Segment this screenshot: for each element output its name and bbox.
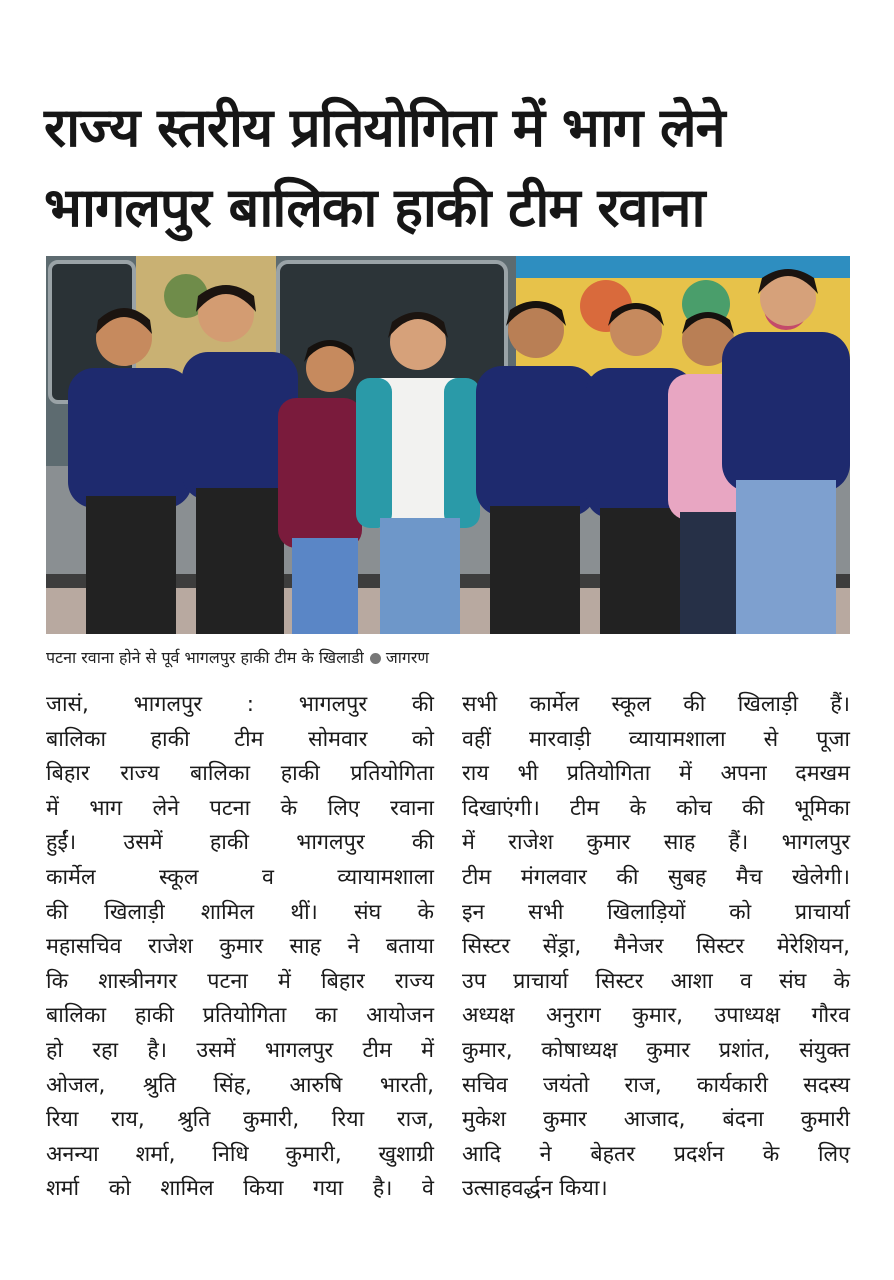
headline-line-2: भागलपुर बालिका हाकी टीम रवाना [44,176,705,239]
article-line: इन सभी खिलाड़ियों को प्राचार्या [462,899,850,925]
article-line: अनन्या शर्मा, निधि कुमारी, खुशाग्री [46,1141,434,1167]
headline-line-1: राज्य स्तरीय प्रतियोगिता में भाग लेने [44,96,725,159]
article-line: दिखाएंगी। टीम के कोच की भूमिका [462,795,850,821]
article-line: रिया राय, श्रुति कुमारी, रिया राज, [46,1107,434,1133]
article-line: की खिलाड़ी शामिल थीं। संघ के [46,899,434,925]
article-line: कि शास्त्रीनगर पटना में बिहार राज्य [46,968,434,994]
article-line: सभी कार्मेल स्कूल की खिलाड़ी हैं। [462,692,850,717]
caption-credit: जागरण [385,648,429,667]
article-line: कुमार, कोषाध्यक्ष कुमार प्रशांत, संयुक्त [462,1037,850,1063]
article-line: शर्मा को शामिल किया गया है। वे [46,1176,434,1202]
article-line: कार्मेल स्कूल व व्यायामशाला [46,864,434,890]
article-line: सचिव जयंतो राज, कार्यकारी सदस्य [462,1072,850,1098]
article-line: हो रहा है। उसमें भागलपुर टीम में [46,1037,434,1063]
article-line: अध्यक्ष अनुराग कुमार, उपाध्यक्ष गौरव [462,1003,850,1029]
article-line: राय भी प्रतियोगिता में अपना दमखम [462,761,850,787]
article-line: वहीं मारवाड़ी व्यायामशाला से पूजा [462,726,850,752]
caption-text: पटना रवाना होने से पूर्व भागलपुर हाकी टीम के खिलाडी [46,648,364,667]
article-line: में भाग लेने पटना के लिए रवाना [46,795,434,821]
article-line: ओजल, श्रुति सिंह, आरुषि भारती, [46,1072,434,1098]
photo-caption [46,646,850,668]
article-line: आदि ने बेहतर प्रदर्शन के लिए [462,1141,850,1167]
article-line: हुईं। उसमें हाकी भागलपुर की [46,830,434,856]
article-line: मुकेश कुमार आजाद, बंदना कुमारी [462,1107,850,1133]
article-line: में राजेश कुमार साह हैं। भागलपुर [462,830,850,856]
article-line: बिहार राज्य बालिका हाकी प्रतियोगिता [46,761,434,787]
article-line: बालिका हाकी प्रतियोगिता का आयोजन [46,1003,434,1029]
article-line: उप प्राचार्या सिस्टर आशा व संघ के [462,968,850,994]
article-line: जासं, भागलपुर : भागलपुर की [46,692,434,717]
article-right-column [462,688,850,1207]
team-photo [46,256,850,634]
article-left-column [46,688,434,1207]
article-line: बालिका हाकी टीम सोमवार को [46,726,434,752]
article-line: उत्साहवर्द्धन किया। [462,1176,608,1202]
article-line: सिस्टर सेंड्रा, मैनेजर सिस्टर मेरेशियन, [462,934,850,960]
article-line: महासचिव राजेश कुमार साह ने बताया [46,934,434,960]
article-line: टीम मंगलवार की सुबह मैच खेलेगी। [462,864,850,890]
bullet-icon [370,653,381,664]
headline [44,88,854,248]
